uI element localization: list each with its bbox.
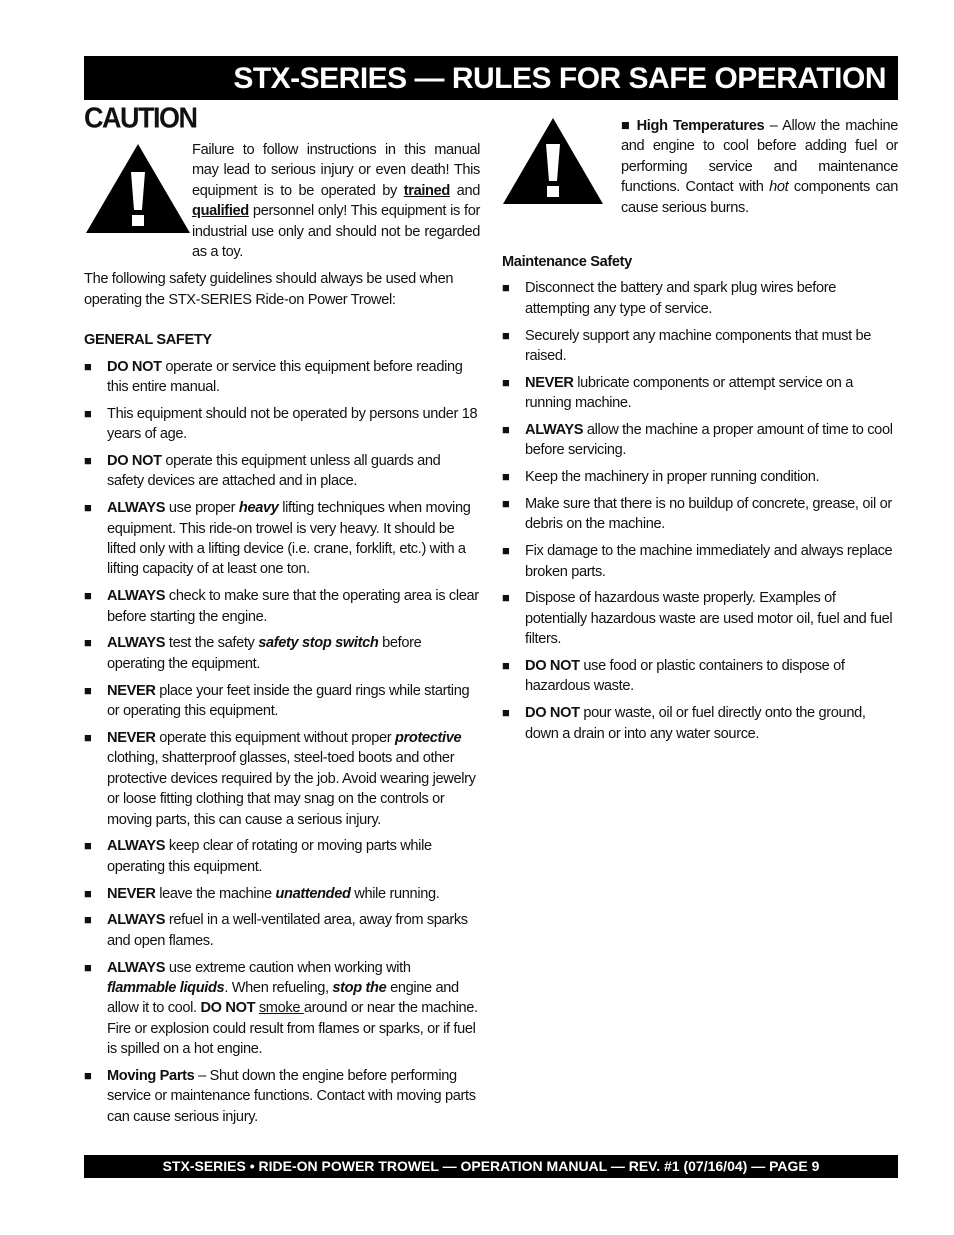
caution-heading: CAUTION: [84, 102, 197, 134]
list-item: ■ Securely support any machine components that must be raised.: [502, 327, 872, 365]
list-item: ■ DO NOT operate this equipment unless all guards and safety devices are attached and in place.: [84, 453, 441, 490]
general-safety-heading: GENERAL SAFETY: [84, 332, 212, 349]
list-item: ■ This equipment should not be operated by persons under 18 years of age.: [84, 405, 478, 443]
list-item: ■ NEVER leave the machine unattended while running.: [84, 885, 440, 902]
page-title-banner: [84, 56, 898, 100]
list-item: ■ Dispose of hazardous waste properly. Examples of potentially hazardous waste are used motor oil, fuel and fuel filters.: [502, 590, 893, 648]
list-item: ■ ALWAYS use extreme caution when working with flammable liquids. When refueling, stop the engine and allow it to cool. DO NOT smoke around or near the machine. Fire or explosion could result from flames or sparks, or if fuel is spilled on a hot engine.: [84, 959, 478, 1058]
warning-triangle-icon: [84, 140, 192, 235]
list-item: ■ DO NOT use food or plastic containers to dispose of hazardous waste.: [502, 658, 845, 695]
page-title: STX-SERIES — RULES FOR SAFE OPERATION: [233, 62, 886, 95]
page-footer: [84, 1155, 898, 1178]
list-item: ■ NEVER lubricate components or attempt service on a running machine.: [502, 374, 854, 412]
intro-paragraph: Failure to follow instructions in this manual may lead to serious injury or even death! This equipment is to be operated by trained and qualified personnel only! This equipment is for industrial use only and should not be regarded as a toy.: [192, 142, 480, 261]
caution-block: [84, 140, 480, 262]
left-column: [84, 140, 480, 1134]
list-item: ■ Keep the machinery in proper running condition.: [502, 469, 820, 486]
list-item: ■ ALWAYS check to make sure that the operating area is clear before starting the engine.: [84, 588, 479, 625]
list-item: ■ DO NOT pour waste, oil or fuel directly onto the ground, down a drain or into any water source.: [502, 705, 866, 742]
list-item: ■ NEVER operate this equipment without proper protective clothing, shatterproof glasses, steel-toed boots and other protective devices required by the job. Avoid wearing jewelry or loose fitting clothing that may snag on the controls or moving parts, this can cause a serious injury.: [84, 729, 476, 828]
list-item: ■ ALWAYS refuel in a well-ventilated area, away from sparks and open flames.: [84, 912, 468, 949]
list-item: ■ ALWAYS keep clear of rotating or moving parts while operating this equipment.: [84, 838, 432, 875]
warning-triangle-icon: [502, 116, 604, 206]
list-item: ■ DO NOT operate or service this equipment before reading this entire manual.: [84, 358, 463, 396]
high-temperature-paragraph: ■ High Temperatures – Allow the machine and engine to cool before adding fuel or performing service and maintenance functions. Contact with hot components can cause serious burns.: [621, 118, 898, 216]
list-item: ■ Make sure that there is no buildup of concrete, grease, oil or debris on the machine.: [502, 496, 892, 533]
list-item: ■ Disconnect the battery and spark plug wires before attempting any type of service.: [502, 280, 837, 317]
list-item: ■ Moving Parts – Shut down the engine before performing service or maintenance functions. Contact with moving parts can cause serious injury.: [84, 1067, 476, 1125]
right-column: [502, 116, 898, 750]
high-temperature-block: [502, 116, 898, 218]
maintenance-safety-heading: Maintenance Safety: [502, 254, 632, 271]
guidelines-paragraph: The following safety guidelines should always be used when operating the STX-SERIES Ride-on Power Trowel:: [84, 271, 454, 308]
footer-text: STX-SERIES • RIDE-ON POWER TROWEL — OPERATION MANUAL — REV. #1 (07/16/04) — PAGE 9: [162, 1158, 820, 1174]
list-item: ■ NEVER place your feet inside the guard rings while starting or operating this equipment.: [84, 682, 470, 720]
list-item: ■ ALWAYS test the safety safety stop switch before operating the equipment.: [84, 635, 422, 672]
list-item: ■ ALWAYS use proper heavy lifting techniques when moving equipment. This ride-on trowel is very heavy. It should be lifted only with a lifting device (i.e. crane, forklift, etc.) with a lifting capacity of at least one ton.: [84, 500, 471, 578]
list-item: ■ Fix damage to the machine immediately and always replace broken parts.: [502, 543, 893, 580]
list-item: ■ ALWAYS allow the machine a proper amount of time to cool before servicing.: [502, 422, 893, 459]
